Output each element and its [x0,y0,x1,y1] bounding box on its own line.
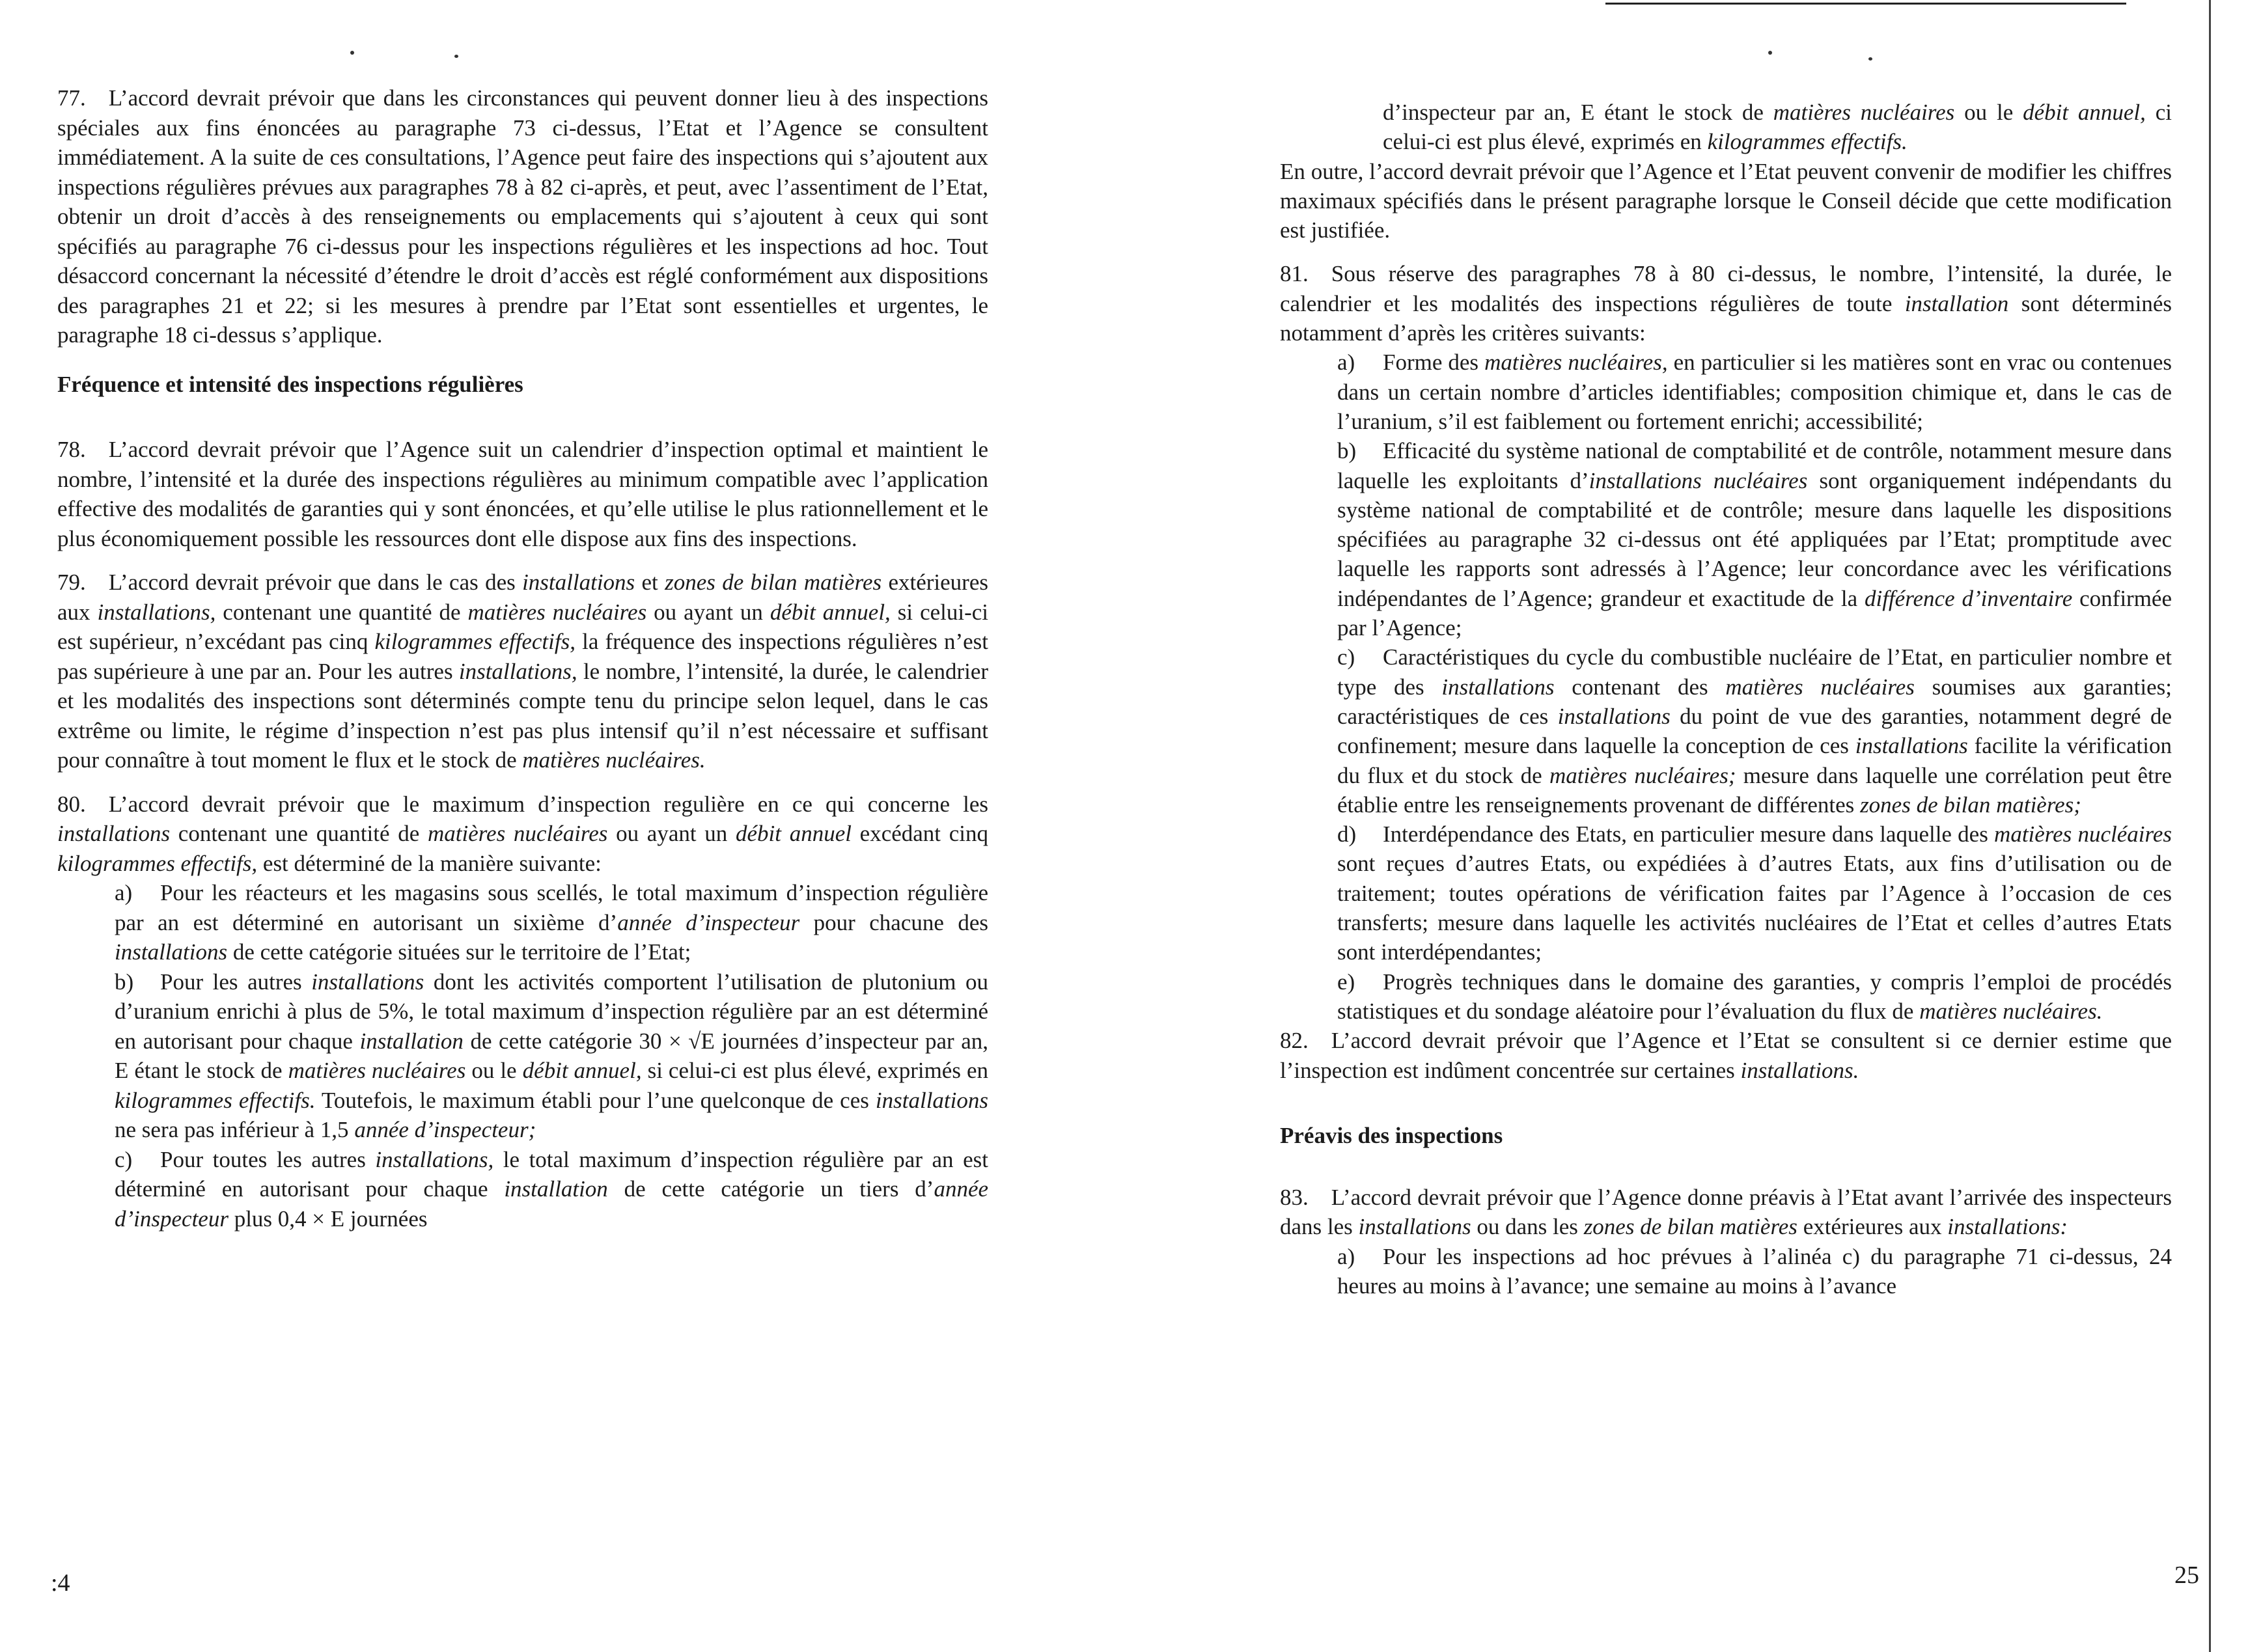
paragraph-82: 82. L’accord devrait prévoir que l’Agence et l’Etat se consultent si ce dernier estime que l’inspection est indûment concentrée sur certaines installations. [1280,1028,2172,1083]
paragraph-81-item-b: b) Efficacité du système national de comptabilité et de contrôle, notamment mesure dans laquelle les exploitants d’installations nucléaires sont organiquement indépendants du système national de comptabilité et de contrôle; mesure dans laquelle les dispositions spécifiées au paragraphe 32 ci-dessus ont été appliquées par l’Etat; promptitude avec laquelle les rapports sont adressés à l’Agence; leur concordance avec les vérifications indépendantes de l’Agence; grandeur et exactitude de la différence d’inventaire confirmée par l’Agence; [1337,438,2172,641]
top-edge-line [1605,3,2126,5]
paragraph-83-item-a: a) Pour les inspections ad hoc prévues à l’alinéa c) du paragraphe 71 ci-dessus, 24 heures au moins à l’avance; une semaine au moins à l’avance [1337,1243,2172,1299]
paragraph-81-item-a: a) Forme des matières nucléaires, en particulier si les matières sont en vrac ou contenues dans un certain nombre d’articles identifiables; composition chimique et, dans le cas de l’uranium, s’il est faiblement ou fortement enrichi; accessibilité; [1337,350,2172,434]
page-number-left: :4 [51,1569,70,1597]
section-heading-frequence: Fréquence et intensité des inspections régulières [57,371,523,397]
paragraph-81-item-d: d) Interdépendance des Etats, en particulier mesure dans laquelle des matières nucléaires sont reçues d’autres Etats, ou expédiées à d’autres Etats, aux fins d’utilisation ou de traitement; toutes opérations de vérification faites par l’Agence à l’occasion de ces transferts; mesure dans laquelle les activités nucléaires de l’Etat et celles d’autres Etats sont interdépendantes; [1337,821,2172,965]
paragraph-79: 79. L’accord devrait prévoir que dans le cas des installations et zones de bilan matières extérieures aux installations, contenant une quantité de matières nucléaires ou ayant un débit annuel, si celui-ci est supérieur, n’excédant pas cinq kilogrammes effectifs, la fréquence des inspections régulières n’est pas supérieure à une par an. Pour les autres installations, le nombre, l’intensité, la durée, le calendrier et les modalités des inspections sont déterminés compte tenu du principe selon lequel, dans le cas extrême ou limite, le régime d’inspection n’est pas plus intensif qu’il n’est nécessaire et suffisant pour connaître à tout moment le flux et le stock de matières nucléaires. [57,570,989,773]
paragraph-80: 80. L’accord devrait prévoir que le maximum d’inspection regulière en ce qui concerne les installations contenant une quantité de matières nucléaires ou ayant un débit annuel excédant cinq kilogrammes effectifs, est déterminé de la manière suivante: [57,791,988,876]
right-text-column [1280,98,2172,1301]
section-heading-preavis: Préavis des inspections [1280,1122,1503,1148]
paragraph-81: 81. Sous réserve des paragraphes 78 à 80 ci-dessus, le nombre, l’intensité, la durée, le calendrier et les modalités des inspections régulières de toute installation sont déterminés notamment d’après les critères suivants: [1280,261,2172,346]
paragraph-77: 77. L’accord devrait prévoir que dans les circonstances qui peuvent donner lieu à des inspections spéciales aux fins énoncées au paragraphe 73 ci-dessus, l’Etat et l’Agence se consultent immédiatement. A la suite de ces consultations, l’Agence peut faire des inspections qui s’ajoutent aux inspections régulières prévues aux paragraphes 78 à 82 ci-après, et peut, avec l’assentiment de l’Etat, obtenir un droit d’accès à des renseignements ou emplacements qui s’ajoutent à ceux qui sont spécifiés au paragraphe 76 ci-dessus pour les inspections régulières et les inspections ad hoc. Tout désaccord concernant la nécessité d’étendre le droit d’accès est réglé conformément aux dispositions des paragraphes 21 et 22; si les mesures à prendre par l’Etat sont essentielles et urgentes, le paragraphe 18 ci-dessus s’applique. [57,85,988,348]
paragraph-80-item-a: a) Pour les réacteurs et les magasins sous scellés, le total maximum d’inspection régulière par an est déterminé en autorisant un sixième d’année d’inspecteur pour chacune des installations de cette catégorie situées sur le territoire de l’Etat; [115,880,988,965]
right-page [1124,0,2248,1652]
scan-speck [454,55,458,58]
page-number-right: 25 [2174,1562,2199,1589]
paragraph-80-conclusion: En outre, l’accord devrait prévoir que l’Agence et l’Etat peuvent convenir de modifier les chiffres maximaux spécifiés dans le présent paragraphe lorsque le Conseil décide que cette modification est justifiée. [1280,158,2172,243]
paragraph-80-item-b: b) Pour les autres installations dont les activités comportent l’utilisation de plutonium ou d’uranium enrichi à plus de 5%, le total maximum d’inspection régulière par an est déterminé en autorisant pour chaque installation de cette catégorie 30 × √E journées d’inspecteur par an, E étant le stock de matières nucléaires ou le débit annuel, si celui-ci est plus élevé, exprimés en kilogrammes effectifs. Toutefois, le maximum établi pour l’une quelconque de ces installations ne sera pas inférieur à 1,5 année d’inspecteur; [115,969,989,1142]
paragraph-81-item-e: e) Progrès techniques dans le domaine des garanties, y compris l’emploi de procédés statistiques et du sondage aléatoire pour l’évaluation du flux de matières nucléaires. [1337,969,2172,1024]
scan-speck [350,51,354,55]
page-binding-edge [2209,0,2211,1652]
paragraph-80-item-c: c) Pour toutes les autres installations, le total maximum d’inspection régulière par an est déterminé en autorisant pour chaque installation de cette catégorie un tiers d’année d’inspecteur plus 0,4 × E journées [115,1146,989,1232]
paragraph-80-item-c-continued: d’inspecteur par an, E étant le stock de matières nucléaires ou le débit annuel, ci celui-ci est plus élevé, exprimés en kilogrammes effectifs. [1383,100,2172,155]
scan-speck [1868,57,1872,61]
scan-speck [1768,51,1772,55]
paragraph-81-item-c: c) Caractéristiques du cycle du combustible nucléaire de l’Etat, en particulier nombre et type des installations contenant des matières nucléaires soumises aux garanties; caractéristiques de ces installations du point de vue des garanties, notamment degré de confinement; mesure dans laquelle la conception de ces installations facilite la vérification du flux et du stock de matières nucléaires; mesure dans laquelle une corrélation peut être établie entre les renseignements provenant de différentes zones de bilan matières; [1337,644,2172,818]
left-text-column [57,83,988,1233]
paragraph-78: 78. L’accord devrait prévoir que l’Agence suit un calendrier d’inspection optimal et maintient le nombre, l’intensité et la durée des inspections régulières au minimum compatible avec l’application effective des modalités de garanties qui y sont énoncées, et qu’elle utilise le plus rationnellement et le plus économiquement possible les ressources dont elle dispose aux fins des inspections. [57,437,988,551]
paragraph-83: 83. L’accord devrait prévoir que l’Agence donne préavis à l’Etat avant l’arrivée des inspecteurs dans les installations ou dans les zones de bilan matières extérieures aux installations: [1280,1185,2172,1240]
